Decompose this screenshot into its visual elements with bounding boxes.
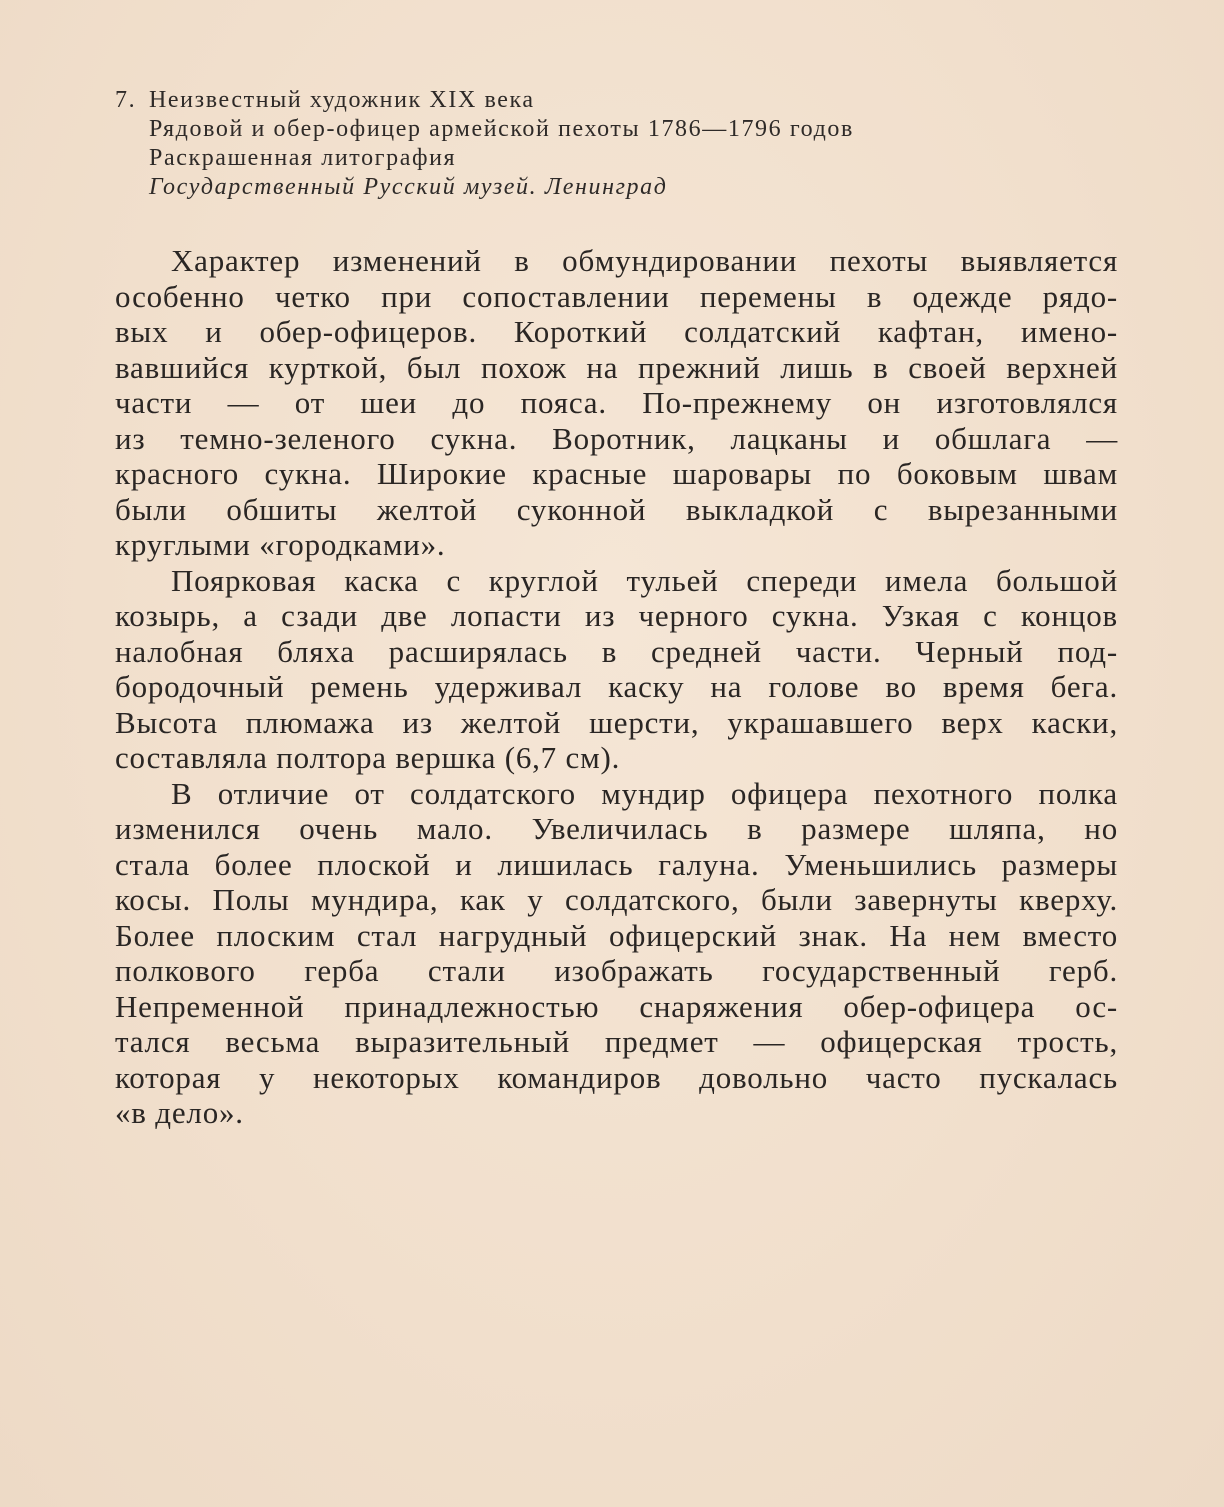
caption-technique: Раскрашенная литография: [149, 145, 457, 171]
illustration-caption: [115, 86, 1118, 202]
paragraph-line: изменился очень мало. Увеличилась в размере шляпа, но: [115, 811, 1118, 846]
paragraph-line: стала более плоской и лишилась галуна. Уменьшились размеры: [115, 846, 1118, 882]
paragraph-line: полкового герба стали изображать государственный герб.: [115, 953, 1118, 988]
paragraph-line: вых и обер-офицеров. Короткий солдатский кафтан, имено-: [115, 314, 1118, 349]
paragraph-line: козырь, а сзади две лопасти из черного сукна. Узкая с концов: [115, 598, 1118, 633]
caption-title: Рядовой и обер-офицер армейской пехоты 1786—1796 годов: [149, 116, 854, 142]
paragraph-line: Непременной принадлежностью снаряжения обер-офицера ос-: [115, 988, 1118, 1024]
paragraph-line: налобная бляха расширялась в средней части. Черный под-: [115, 633, 1118, 669]
paragraph-line: Характер изменений в обмундировании пехоты выявляется: [171, 243, 1118, 278]
body-text: [115, 243, 1118, 1131]
paragraph-line: Высота плюмажа из желтой шерсти, украшавшего верх каски,: [115, 704, 1118, 740]
paragraph: [115, 243, 1118, 563]
paragraph: [115, 563, 1118, 776]
paragraph-line: «в дело».: [115, 1095, 244, 1130]
paragraph-line: части — от шеи до пояса. По-прежнему он изготовлялся: [115, 385, 1118, 420]
caption-artist: Неизвестный художник XIX века: [149, 87, 535, 113]
paragraph-line: круглыми «городками».: [115, 527, 446, 562]
paragraph-line: составляла полтора вершка (6,7 см).: [115, 740, 621, 775]
caption-number: 7.: [115, 87, 137, 113]
paragraph-line: которая у некоторых командиров довольно часто пускалась: [115, 1059, 1118, 1095]
paragraph-line: были обшиты желтой суконной выкладкой с вырезанными: [115, 491, 1118, 527]
paragraph-line: особенно четко при сопоставлении перемены в одежде рядо-: [115, 278, 1118, 314]
book-page: [115, 86, 1118, 1131]
caption-museum: Государственный Русский музей. Ленинград: [149, 174, 668, 200]
paragraph-line: бородочный ремень удерживал каску на голове во время бега.: [115, 669, 1118, 704]
paragraph: [115, 776, 1118, 1131]
paragraph-line: Поярковая каска с круглой тульей спереди имела большой: [171, 562, 1118, 598]
paragraph-line: косы. Полы мундира, как у солдатского, были завернуты кверху.: [115, 882, 1118, 917]
caption-lines: [149, 86, 1118, 202]
paragraph-line: Более плоским стал нагрудный офицерский знак. На нем вместо: [115, 917, 1118, 953]
paragraph-line: вавшийся курткой, был похож на прежний лишь в своей верхней: [115, 349, 1118, 385]
paragraph-line: красного сукна. Широкие красные шаровары по боковым швам: [115, 456, 1118, 491]
paragraph-line: из темно-зеленого сукна. Воротник, лацканы и обшлага —: [115, 420, 1118, 456]
paragraph-line: тался весьма выразительный предмет — офицерская трость,: [115, 1024, 1118, 1059]
paragraph-line: В отличие от солдатского мундир офицера пехотного полка: [171, 775, 1118, 811]
